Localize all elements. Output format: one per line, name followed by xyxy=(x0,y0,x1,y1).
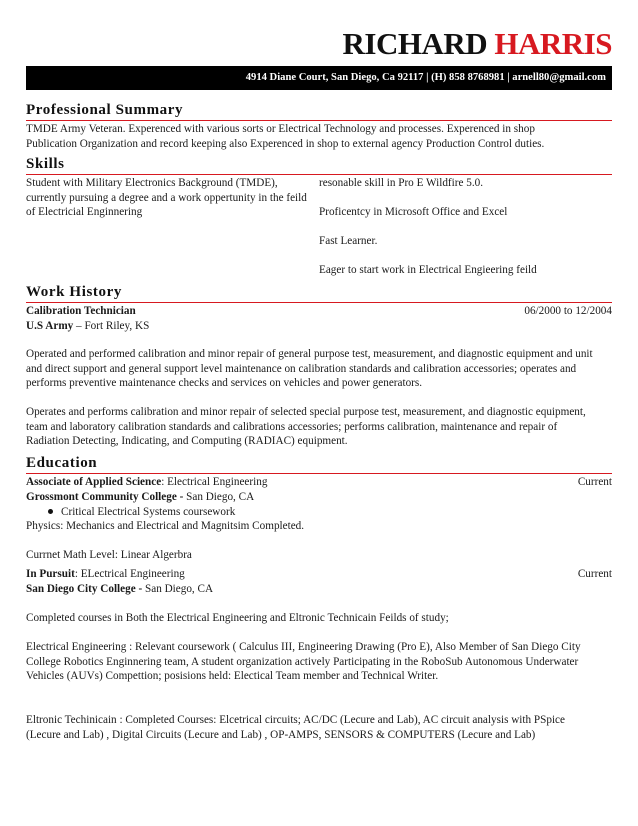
summary-heading: Professional Summary xyxy=(26,102,612,121)
skill-line: of Electricial Enginnering xyxy=(26,206,143,219)
degree-2 xyxy=(26,567,612,582)
degree-label: Associate of Applied Science xyxy=(26,476,162,488)
coursework-line: (Lecure and Lab) , Digital Circuits (Lecure and Lab) , OP-AMPS, SENSORS & COMPUTERS (Lecure and Lab) xyxy=(26,728,536,741)
skill-item: Fast Learner. xyxy=(319,235,378,247)
job-title-text: Calibration Technician xyxy=(26,305,136,317)
physics-line: Physics: Mechanics and Electrical and Magnitsim Completed. xyxy=(26,520,305,532)
school-name: San Diego City College - xyxy=(26,583,143,595)
employer-location: – Fort Riley, KS xyxy=(73,320,150,332)
description-line: Operates and performs calibration and minor repair of selected special purpose test, measurement, and diagnostic equipment, xyxy=(26,406,586,418)
summary-line: TMDE Army Veteran. Experenced with various sorts or Electrical Technology and processes. Experenced in shop xyxy=(26,123,535,135)
description-line: team and laboratory calibration standards and calibrations accessories; performs calibration, maintenance and repair of xyxy=(26,420,558,433)
skills-left-column xyxy=(26,176,316,220)
school-1 xyxy=(26,490,612,505)
coursework-line: Vehicles (AUVs) Compettion; posisions held: Electical Team member and Technical Writer. xyxy=(26,670,439,683)
degree-label: In Pursuit xyxy=(26,568,75,580)
candidate-name xyxy=(343,26,612,62)
coursework-bullet: Critical Electrical Systems coursework xyxy=(48,505,235,520)
degree-2-status: Current xyxy=(577,568,612,580)
degree-field: : ELectrical Engineering xyxy=(74,568,185,580)
skill-item: Proficentcy in Microsoft Office and Excel xyxy=(319,206,508,218)
description-line: Operated and performed calibration and minor repair of general purpose test, measurement, and diagnostic equipment and unit xyxy=(26,348,593,360)
skill-line: currently pursuing a degree and a work oppertunity in the feild xyxy=(26,191,307,204)
first-name: RICHARD xyxy=(342,26,488,61)
degree-1 xyxy=(26,475,612,490)
school-2 xyxy=(26,582,612,597)
summary-line: Publication Organization and record keeping also Experenced in shop to external agency Production Control duties. xyxy=(26,137,545,150)
contact-info: 4914 Diane Court, San Diego, Ca 92117 | (H) 858 8768981 | arnell80@gmail.com xyxy=(245,72,606,83)
last-name: HARRIS xyxy=(494,26,612,61)
contact-bar xyxy=(26,66,612,90)
job-description-1 xyxy=(26,347,612,391)
job-description-2 xyxy=(26,405,612,449)
school-location: San Diego, CA xyxy=(183,491,255,503)
degree-field: : Electrical Engineering xyxy=(161,476,268,488)
math-level: Currnet Math Level: Linear Algerbra xyxy=(26,549,192,561)
school-location: San Diego, CA xyxy=(142,583,214,595)
job-employer xyxy=(26,319,612,334)
coursework-line: Eltronic Techinicain : Completed Courses: Elcetrical circuits; AC/DC (Lecure and Lab), AC circuit analysis with PSpice xyxy=(26,714,565,726)
work-heading: Work History xyxy=(26,284,612,303)
description-line: performs preventive maintenance checks and services on vehicles and power generators. xyxy=(26,377,423,390)
education-heading: Education xyxy=(26,455,612,474)
skill-line: Student with Military Electronics Background (TMDE), xyxy=(26,177,278,189)
coursework-line: Electrical Engineering : Relevant coursework ( Calculus III, Engineering Drawing (Pro E), Also Member of San Diego City xyxy=(26,641,581,653)
degree-1-status: Current xyxy=(577,476,612,488)
completed-courses: Completed courses in Both the Electrical Engineering and Eltronic Technicain Feilds of study; xyxy=(26,612,449,624)
skill-item: resonable skill in Pro E Wildfire 5.0. xyxy=(319,177,484,189)
summary-text xyxy=(26,122,612,151)
skills-heading: Skills xyxy=(26,156,612,175)
job-dates: 06/2000 to 12/2004 xyxy=(524,305,612,317)
description-line: and direct support and general support level maintenance on calibration standards and calibration accessories; operates and xyxy=(26,362,577,375)
school-name: Grossmont Community College - xyxy=(26,491,184,503)
ee-coursework xyxy=(26,640,612,684)
coursework-line: College Robotics Enginnering team, A student organization actively Participating in the RoboSub Autonomous Underwater xyxy=(26,655,579,668)
employer-name: U.S Army xyxy=(26,320,74,332)
description-line: Radiation Detecting, Indicating, and Computing (RADIAC) equipment. xyxy=(26,435,348,448)
skill-item: Eager to start work in Electrical Engieering feild xyxy=(319,264,537,276)
et-coursework xyxy=(26,713,612,742)
